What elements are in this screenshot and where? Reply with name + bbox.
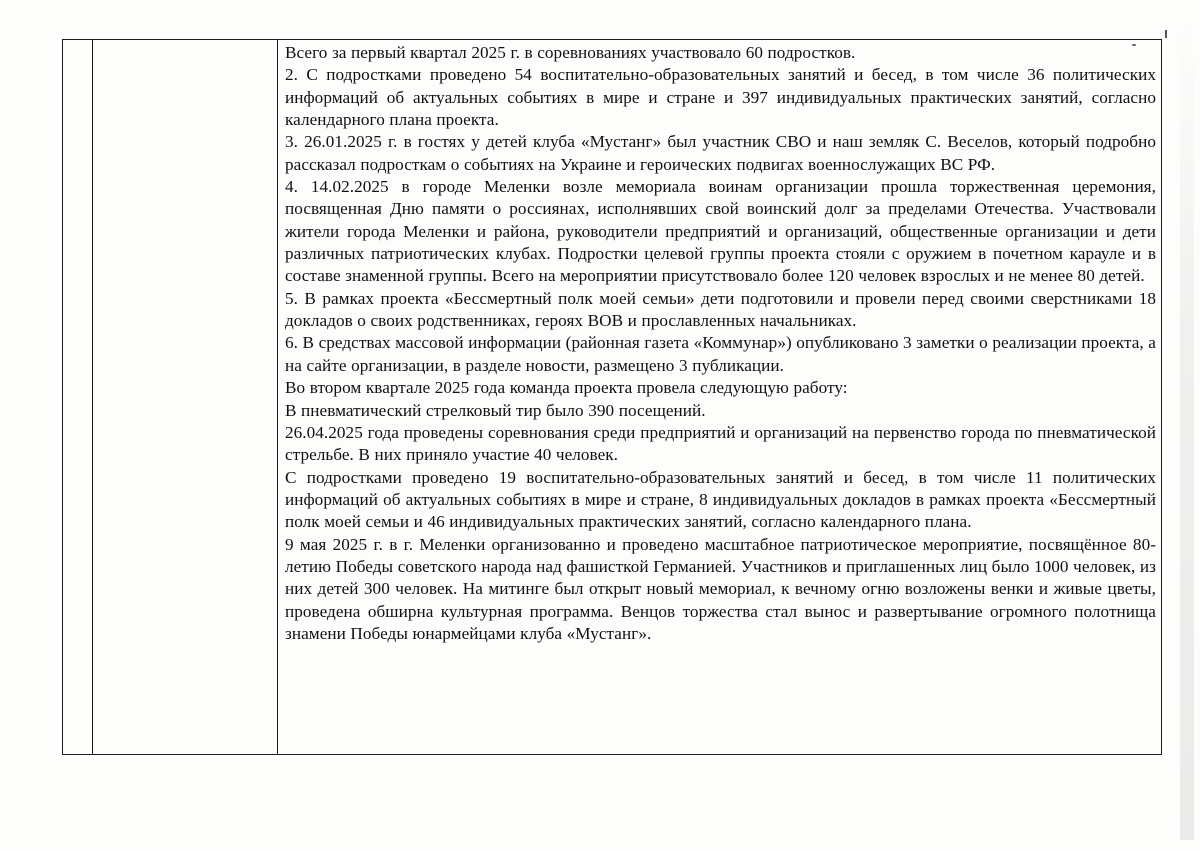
paragraph-item-6: 6. В средствах массовой информации (районная газета «Коммунар») опубликовано 3 заметки о реализации проекта, а на сайте организации, в разделе новости, размещено 3 публикации.: [285, 333, 1156, 375]
report-table: [62, 39, 1162, 755]
paragraph-item-5: 5. В рамках проекта «Бессмертный полк моей семьи» дети подготовили и провели перед своими сверстниками 18 докладов о своих родственниках, героях ВОВ и прославленных начальниках.: [285, 288, 1156, 331]
paragraph-item-4: 4. 14.02.2025 в городе Меленки возле мемориала воинам организации прошла торжественная церемония, посвященная Дню памяти о россиянах, исполнявших свой воинский долг за пределами Отечества. Участвовали жители города Меленки и района, руководители предприятий и организаций, общественные организации и дети различных патриотических клубах. Подростки целевой группы проекта стояли с оружием в почетном карауле и в составе знаменной группы. Всего на мероприятии присутствовало более 120 человек взрослых и не менее 80 детей.: [285, 177, 1156, 286]
paragraph-item-2: 2. С подростками проведено 54 воспитательно-образовательных занятий и бесед, в том числе 36 политических информаций об актуальных событиях в мире и стране и 397 индивидуальных практических занятий, согласно календарного плана проекта.: [285, 65, 1156, 130]
paragraph-lessons: С подростками проведено 19 воспитательно-образовательных занятий и бесед, в том числе 11 политических информаций об актуальных событиях в мире и стране, 8 индивидуальных докладов в рамках проекта «Бессмертный полк моей семьи и 46 индивидуальных практических занятий, согласно календарного плана.: [285, 467, 1156, 532]
paragraph-item-3: 3. 26.01.2025 г. в гостях у детей клуба «Мустанг» был участник СВО и наш земляк С. Веселов, который подробно рассказал подросткам о событиях на Украине и героических подвигах военнослужащих ВС РФ.: [285, 132, 1156, 174]
column-divider-2: [277, 40, 278, 754]
scan-edge-shadow: [1180, 20, 1194, 840]
report-text-cell: [285, 42, 1156, 645]
paragraph-q2-intro: Во втором квартале 2025 года команда проекта провела следующую работу:: [285, 378, 848, 398]
scan-corner-mark: [1165, 30, 1167, 38]
paragraph-competition: 26.04.2025 года проведены соревнования среди предприятий и организаций на первенство города по пневматической стрельбе. В них приняло участие 40 человек.: [285, 422, 1156, 465]
paragraph-victory-day: 9 мая 2025 г. в г. Меленки организованно и проведено масштабное патриотическое мероприятие, посвящённое 80-летию Победы советского народа над фашисткой Германией. Участников и приглашенных лиц было 1000 человек, из них детей 300 человек. На митинге был открыт новый мемориал, к вечному огню возложены венки и живые цветы, проведена обширна культурная программа. Венцов торжества стал вынос и развертывание огромного полотнища знамени Победы юнармейцами клуба «Мустанг».: [285, 534, 1156, 643]
paragraph-q1-total: Всего за первый квартал 2025 г. в соревнованиях участвовало 60 подростков.: [285, 43, 856, 62]
paragraph-shooting-range: В пневматический стрелковый тир было 390 посещений.: [285, 400, 706, 420]
column-divider-1: [92, 40, 93, 754]
